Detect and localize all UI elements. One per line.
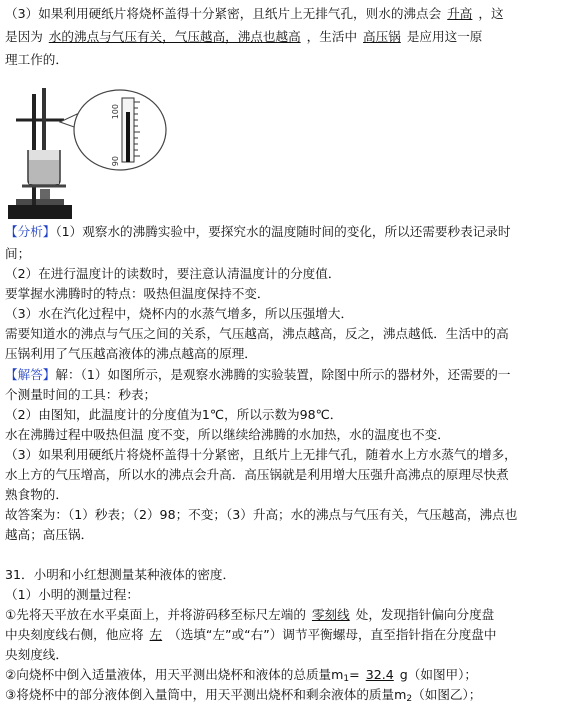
analysis-line-7 <box>5 344 564 363</box>
stand-rod <box>32 94 36 205</box>
q3-answer-blank-2: 水的沸点与气压有关，气压越高，沸点也越高 <box>48 29 301 44</box>
solution-text-8: 故答案为：（1）秒表；（2）98；不变；（3）升高；水的沸点与气压有关，气压越高，沸点也 <box>5 507 518 522</box>
q31-line-5 <box>5 665 564 684</box>
q31-sub-1: 1 <box>343 674 350 684</box>
solution-text-1: 解：（1）如图所示，是观察水沸腾的实验装置，除图中所示的器材外，还需要的一 <box>55 367 511 382</box>
q31-var-m2: m <box>394 687 407 702</box>
analysis-text-5: （3）水在汽化过程中，烧杯内的水蒸气增多，所以压强增大． <box>5 306 354 321</box>
q31-equals: = <box>349 667 360 682</box>
q31-text-6b: （如图乙）； <box>412 687 482 702</box>
analysis-text-4: 要掌握水沸腾时的特点：吸热但温度保持不变． <box>5 286 270 301</box>
q31-text-5b: g（如图甲）； <box>399 667 478 682</box>
q3-text-a: （3）如果利用硬纸片将烧杯盖得十分紧密，且纸片上无排气孔，则水的沸点会 <box>5 6 442 21</box>
q31-title-text: 31．小明和小红想测量某种液体的密度． <box>5 567 236 582</box>
q31-text-2b: 处，发现指针偏向分度盘 <box>355 607 495 622</box>
solution-text-2: 个测量时间的工具：秒表； <box>5 387 157 402</box>
solution-text-3: （2）由图知，此温度计的分度值为1℃，所以示数为98℃． <box>5 407 343 422</box>
solution-line-4 <box>5 425 564 444</box>
q31-text-3a: 中央刻度线右侧，他应将 <box>5 627 144 642</box>
q31-line-2 <box>5 605 564 624</box>
solution-line-3 <box>5 405 564 424</box>
q3-text-e: 是应用这一原 <box>406 29 483 44</box>
q31-line-3 <box>5 625 564 644</box>
q31-title <box>5 565 564 584</box>
analysis-line-4 <box>5 284 564 303</box>
solution-line-2 <box>5 385 564 404</box>
q3-answer-blank-1: 升高 <box>447 6 473 21</box>
q31-line-6 <box>5 685 564 704</box>
q31-answer-blank-mass: 32.4 <box>365 667 394 682</box>
solution-text-6: 水上方的气压增高，所以水的沸点会升高．高压锅就是利用增大压强升高沸点的原理尽快煮 <box>5 467 509 482</box>
solution-text-9: 越高；高压锅． <box>5 527 94 542</box>
base-plate <box>8 205 72 219</box>
callout-bubble <box>74 90 166 170</box>
question-3-line-2 <box>5 27 564 46</box>
analysis-line-3 <box>5 264 564 283</box>
q3-text-d: ，生活中 <box>306 29 358 44</box>
question-3-line-1 <box>5 4 564 23</box>
q31-var-m1: m <box>331 667 344 682</box>
q31-line-4 <box>5 645 564 664</box>
solution-tag: 【解答】 <box>5 367 56 382</box>
water <box>29 160 59 184</box>
boiling-apparatus-figure <box>2 86 170 221</box>
analysis-text-7: 压锅利用了气压越高液体的沸点越高的原理． <box>5 346 257 361</box>
analysis-line-2 <box>5 244 564 263</box>
q31-line-1 <box>5 585 564 604</box>
q31-sub-2: 2 <box>406 694 413 704</box>
solution-text-7: 熟食物的． <box>5 487 68 502</box>
analysis-line-1 <box>5 222 564 241</box>
thermo-label-bottom: 90 <box>111 156 120 167</box>
alcohol-lamp <box>40 189 50 199</box>
q31-text-4: 央刻度线． <box>5 647 68 662</box>
q31-text-2a: ①先将天平放在水平桌面上，并将游码移至标尺左端的 <box>5 607 306 622</box>
q3-text-b: ，这 <box>478 6 504 21</box>
analysis-text-6: 需要知道水的沸点与气压之间的关系，气压越高，沸点越高，反之，沸点越低．生活中的高 <box>5 326 509 341</box>
solution-line-1 <box>5 365 564 384</box>
analysis-line-5 <box>5 304 564 323</box>
q3-text-c: 是因为 <box>5 29 43 44</box>
solution-line-7 <box>5 485 564 504</box>
q31-answer-blank-left: 左 <box>149 627 163 642</box>
q3-answer-blank-3: 高压锅 <box>363 29 401 44</box>
thermo-label-top: 100 <box>111 104 120 120</box>
q3-text-f: 理工作的． <box>5 52 68 67</box>
q31-text-5a: ②向烧杯中倒入适量液体，用天平测出烧杯和液体的总质量 <box>5 667 332 682</box>
solution-text-5: （3）如果利用硬纸片将烧杯盖得十分紧密，且纸片上无排气孔，随着水上方水蒸气的增多， <box>5 447 517 462</box>
analysis-text-3: （2）在进行温度计的读数时，要注意认清温度计的分度值． <box>5 266 341 281</box>
q31-answer-blank-zero-line: 零刻线 <box>311 607 350 622</box>
analysis-text-1: （1）观察水的沸腾实验中，要探究水的温度随时间的变化，所以还需要秒表记录时 <box>55 224 511 239</box>
q31-text-6a: ③将烧杯中的部分液体倒入量筒中，用天平测出烧杯和剩余液体的质量 <box>5 687 395 702</box>
solution-line-5 <box>5 445 564 464</box>
solution-line-9 <box>5 525 564 544</box>
question-3-line-3 <box>5 50 564 69</box>
solution-text-4: 水在沸腾过程中吸热但温 度不变，所以继续给沸腾的水加热，水的温度也不变． <box>5 427 450 442</box>
analysis-line-6 <box>5 324 564 343</box>
q31-text-3b: （选填“左”或“右”）调节平衡螺母，直至指针指在分度盘中 <box>168 627 497 642</box>
analysis-text-2: 间； <box>5 246 31 261</box>
base-top <box>16 199 64 205</box>
analysis-tag: 【分析】 <box>5 224 56 239</box>
solution-line-6 <box>5 465 564 484</box>
liquid-column <box>126 112 130 162</box>
solution-line-8 <box>5 505 564 524</box>
q31-text-1: （1）小明的测量过程： <box>5 587 139 602</box>
